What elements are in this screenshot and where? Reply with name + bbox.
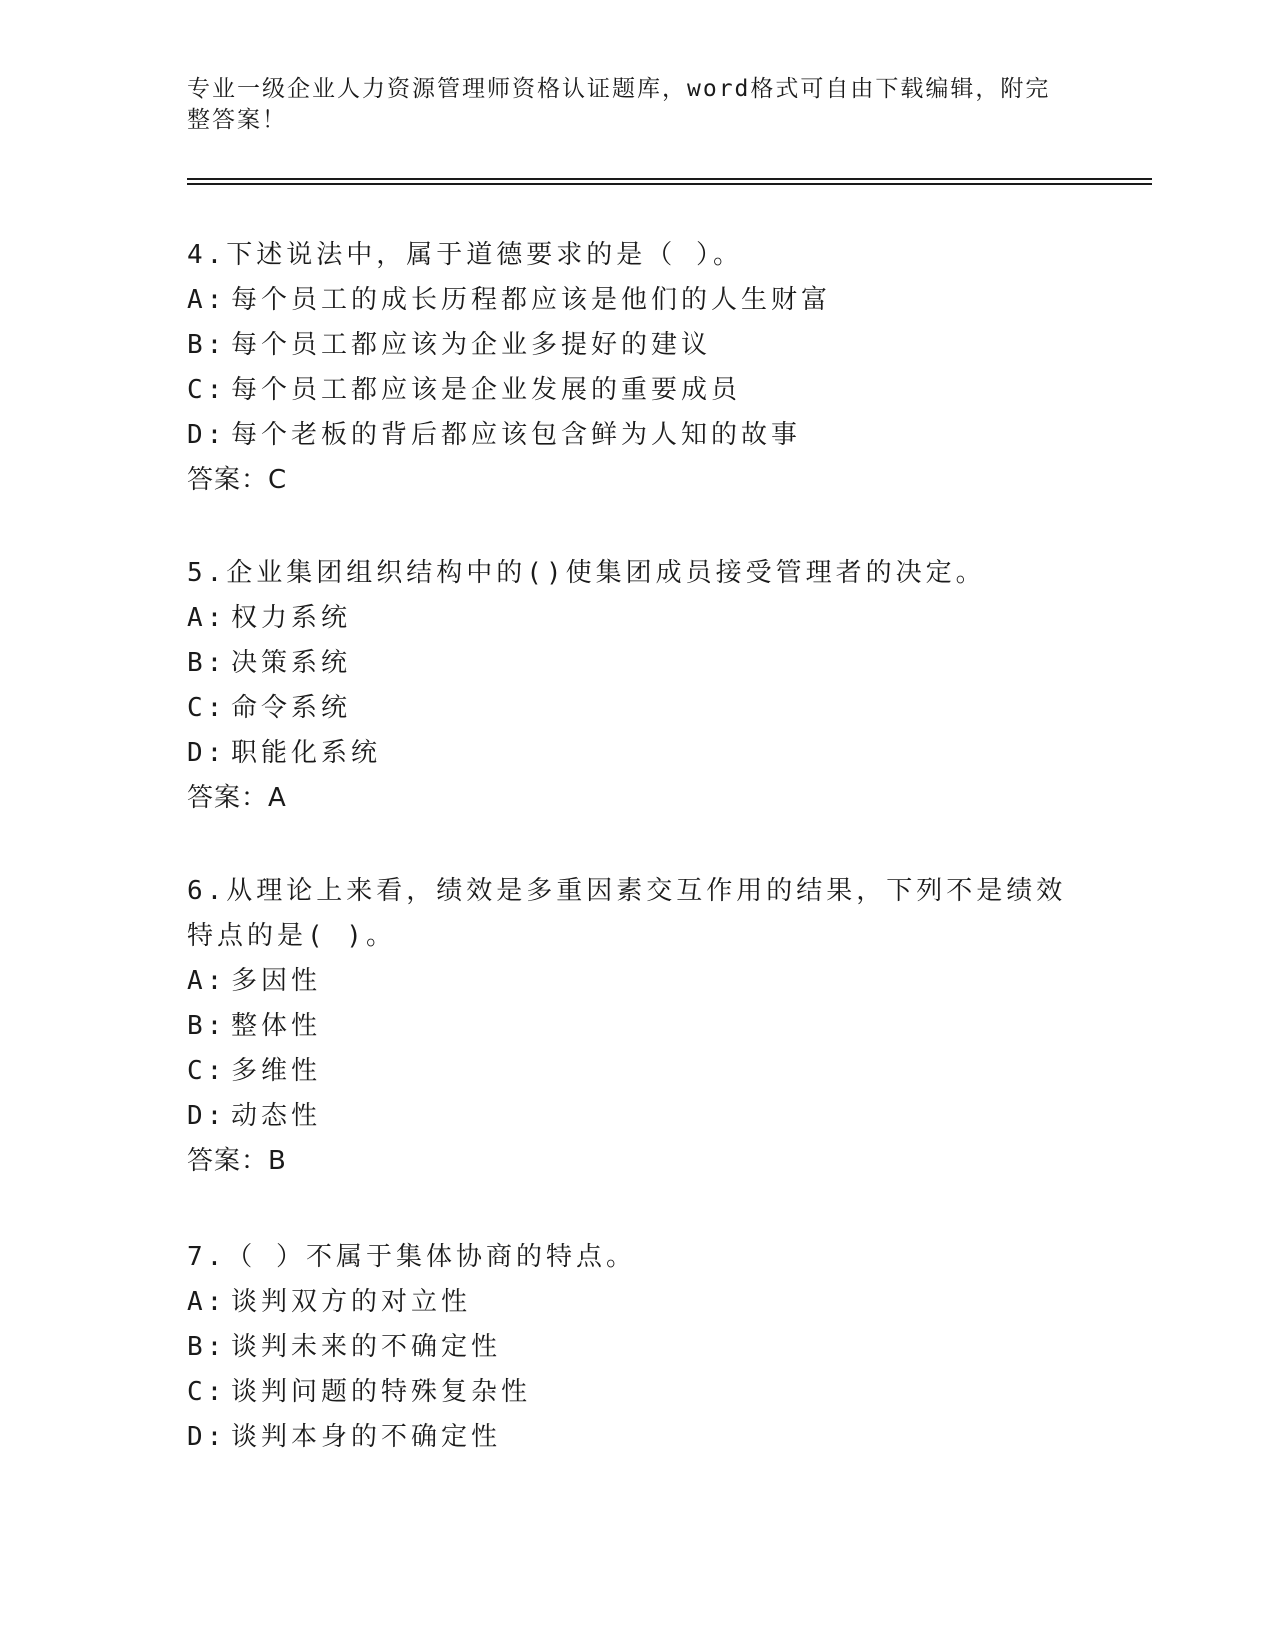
option-key: D: xyxy=(187,1422,227,1452)
question-stem: 6.从理论上来看，绩效是多重因素交互作用的结果，下列不是绩效特点的是( )。 xyxy=(187,876,1067,951)
option-text: 谈判问题的特殊复杂性 xyxy=(231,1377,532,1407)
option-text: 动态性 xyxy=(231,1101,322,1131)
option-d xyxy=(187,1094,1067,1139)
answer-line: 答案：C xyxy=(187,465,288,495)
option-key: C: xyxy=(187,1377,227,1407)
header-rule-top xyxy=(187,178,1152,180)
option-text: 多维性 xyxy=(231,1056,322,1086)
question-stem: 4.下述说法中，属于道德要求的是（ ）。 xyxy=(187,240,743,270)
option-c xyxy=(187,686,1067,731)
question-7 xyxy=(187,1235,1067,1460)
option-key: B: xyxy=(187,1011,227,1041)
question-6 xyxy=(187,869,1067,1184)
option-text: 多因性 xyxy=(231,966,322,996)
option-a xyxy=(187,596,1067,641)
option-text: 职能化系统 xyxy=(231,738,382,768)
option-c xyxy=(187,368,1067,413)
option-b xyxy=(187,1004,1067,1049)
option-c xyxy=(187,1370,1067,1415)
question-stem: 5.企业集团组织结构中的()使集团成员接受管理者的决定。 xyxy=(187,558,986,588)
option-b xyxy=(187,641,1067,686)
option-text: 谈判双方的对立性 xyxy=(231,1287,472,1317)
option-d xyxy=(187,1415,1067,1460)
option-text: 每个员工都应该为企业多提好的建议 xyxy=(231,330,712,360)
option-key: A: xyxy=(187,603,227,633)
option-key: A: xyxy=(187,1287,227,1317)
question-4 xyxy=(187,233,1067,503)
option-key: D: xyxy=(187,1101,227,1131)
option-text: 决策系统 xyxy=(231,648,352,678)
option-key: D: xyxy=(187,738,227,768)
option-text: 每个老板的背后都应该包含鲜为人知的故事 xyxy=(231,420,802,450)
option-key: B: xyxy=(187,648,227,678)
option-a xyxy=(187,1280,1067,1325)
option-text: 每个员工都应该是企业发展的重要成员 xyxy=(231,375,742,405)
question-5 xyxy=(187,551,1067,821)
option-b xyxy=(187,323,1067,368)
answer-line: 答案：A xyxy=(187,783,287,813)
option-key: A: xyxy=(187,966,227,996)
question-stem: 7.（ ）不属于集体协商的特点。 xyxy=(187,1242,636,1272)
option-key: C: xyxy=(187,375,227,405)
option-a xyxy=(187,959,1067,1004)
option-key: D: xyxy=(187,420,227,450)
option-d xyxy=(187,731,1067,776)
option-text: 谈判本身的不确定性 xyxy=(231,1422,502,1452)
option-key: B: xyxy=(187,330,227,360)
option-key: B: xyxy=(187,1332,227,1362)
option-c xyxy=(187,1049,1067,1094)
option-key: C: xyxy=(187,693,227,723)
option-b xyxy=(187,1325,1067,1370)
answer-line: 答案：B xyxy=(187,1146,287,1176)
option-text: 权力系统 xyxy=(231,603,352,633)
option-text: 整体性 xyxy=(231,1011,322,1041)
option-text: 命令系统 xyxy=(231,693,352,723)
document-header: 专业一级企业人力资源管理师资格认证题库，word格式可自由下载编辑，附完整答案！ xyxy=(187,76,1051,133)
option-key: A: xyxy=(187,285,227,315)
option-key: C: xyxy=(187,1056,227,1086)
option-d xyxy=(187,413,1067,458)
option-a xyxy=(187,278,1067,323)
option-text: 每个员工的成长历程都应该是他们的人生财富 xyxy=(231,285,832,315)
option-text: 谈判未来的不确定性 xyxy=(231,1332,502,1362)
header-rule-bottom xyxy=(187,183,1152,185)
